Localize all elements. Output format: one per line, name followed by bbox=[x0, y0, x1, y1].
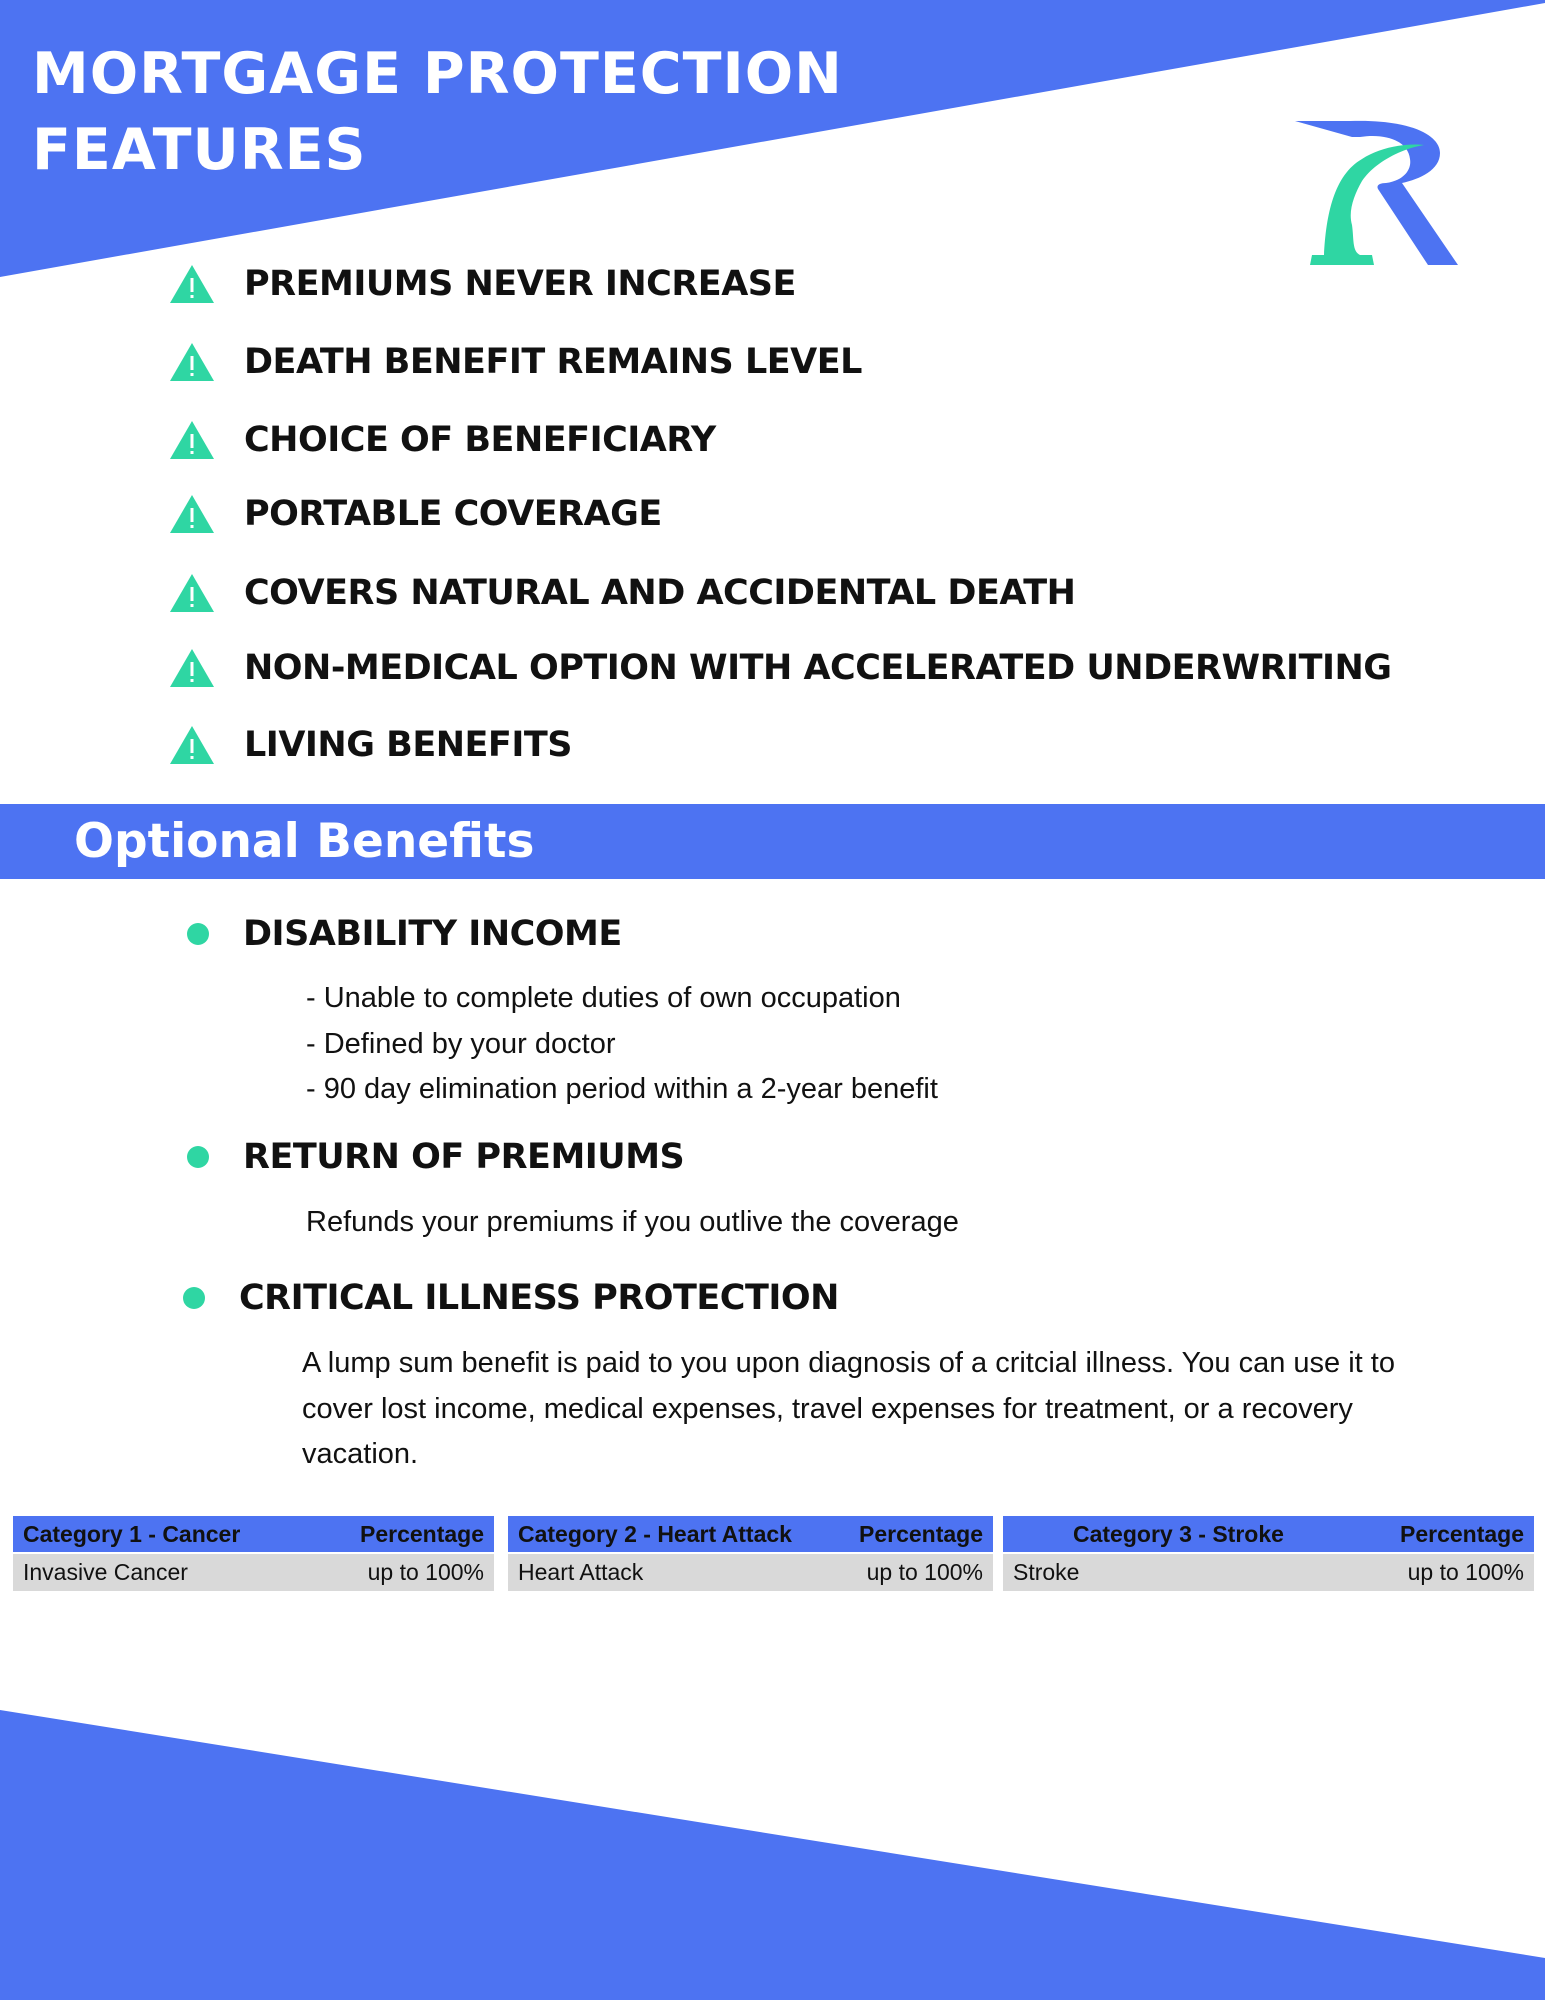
disability-point: - Unable to complete duties of own occupation bbox=[306, 982, 901, 1014]
r-monogram-logo bbox=[1290, 115, 1465, 275]
category-table-heart-attack bbox=[508, 1516, 993, 1593]
footer-banner-shape bbox=[0, 1710, 1545, 2000]
feature-label: NON-MEDICAL OPTION WITH ACCELERATED UNDERWRITING bbox=[244, 648, 1392, 688]
warning-triangle-icon bbox=[170, 574, 214, 612]
page-title bbox=[32, 36, 843, 188]
table-cell-item: Heart Attack bbox=[518, 1559, 644, 1585]
feature-item bbox=[170, 725, 572, 765]
table-cell-value: up to 100% bbox=[1407, 1559, 1524, 1585]
feature-item bbox=[170, 420, 716, 460]
feature-item bbox=[170, 648, 1392, 688]
warning-triangle-icon bbox=[170, 343, 214, 381]
table-cell-item: Stroke bbox=[1013, 1559, 1080, 1585]
benefit-disability-income bbox=[187, 914, 622, 954]
critical-illness-description bbox=[302, 1341, 1395, 1478]
feature-label: LIVING BENEFITS bbox=[244, 725, 572, 765]
return-text: Refunds your premiums if you outlive the coverage bbox=[306, 1206, 959, 1238]
disability-point: - Defined by your doctor bbox=[306, 1027, 616, 1060]
warning-triangle-icon bbox=[170, 649, 214, 687]
critical-line: A lump sum benefit is paid to you upon diagnosis of a critcial illness. You can use it to bbox=[302, 1347, 1395, 1379]
percentage-header: Percentage bbox=[858, 1520, 983, 1547]
warning-triangle-icon bbox=[170, 265, 214, 303]
feature-label: COVERS NATURAL AND ACCIDENTAL DEATH bbox=[244, 573, 1076, 613]
warning-triangle-icon bbox=[170, 421, 214, 459]
optional-benefits-title: Optional Benefits bbox=[74, 814, 535, 869]
table-header bbox=[508, 1516, 993, 1552]
table-row bbox=[508, 1554, 993, 1591]
disability-points bbox=[306, 976, 938, 1113]
bullet-dot-icon bbox=[187, 1146, 209, 1168]
feature-item bbox=[170, 494, 662, 534]
warning-triangle-icon bbox=[170, 726, 214, 764]
critical-line: vacation. bbox=[302, 1438, 419, 1470]
page-title-line-2: FEATURES bbox=[32, 117, 367, 183]
feature-label: PORTABLE COVERAGE bbox=[244, 494, 662, 534]
table-cell-value: up to 100% bbox=[866, 1559, 983, 1585]
table-row bbox=[13, 1554, 494, 1591]
table-header bbox=[13, 1516, 494, 1552]
benefit-label: DISABILITY INCOME bbox=[243, 914, 622, 954]
feature-label: PREMIUMS NEVER INCREASE bbox=[244, 264, 796, 304]
feature-label: DEATH BENEFIT REMAINS LEVEL bbox=[244, 342, 862, 382]
benefit-critical-illness bbox=[183, 1278, 839, 1318]
feature-item bbox=[170, 264, 796, 304]
percentage-header: Percentage bbox=[1399, 1520, 1524, 1547]
feature-item bbox=[170, 342, 862, 382]
bullet-dot-icon bbox=[187, 923, 209, 945]
feature-label: CHOICE OF BENEFICIARY bbox=[244, 420, 716, 460]
logo-blue-stroke bbox=[1295, 121, 1458, 265]
return-description bbox=[306, 1200, 959, 1246]
benefit-return-of-premiums bbox=[187, 1137, 684, 1177]
benefit-label: RETURN OF PREMIUMS bbox=[243, 1137, 685, 1177]
table-cell-item: Invasive Cancer bbox=[23, 1559, 188, 1585]
percentage-header: Percentage bbox=[359, 1520, 484, 1547]
category-header: Category 3 - Stroke bbox=[1073, 1520, 1284, 1547]
bullet-dot-icon bbox=[183, 1287, 205, 1309]
optional-benefits-band bbox=[0, 804, 1545, 879]
critical-line: cover lost income, medical expenses, travel expenses for treatment, or a recovery bbox=[302, 1392, 1353, 1425]
table-cell-value: up to 100% bbox=[367, 1559, 484, 1585]
category-header: Category 2 - Heart Attack bbox=[518, 1520, 792, 1547]
disability-point: - 90 day elimination period within a 2-year benefit bbox=[306, 1073, 938, 1105]
feature-item bbox=[170, 573, 1075, 613]
category-table-stroke bbox=[1003, 1516, 1534, 1593]
table-row bbox=[1003, 1554, 1534, 1591]
category-table-cancer bbox=[13, 1516, 494, 1593]
warning-triangle-icon bbox=[170, 495, 214, 533]
table-header bbox=[1003, 1516, 1534, 1552]
category-header: Category 1 - Cancer bbox=[23, 1520, 241, 1547]
benefit-label: CRITICAL ILLNESS PROTECTION bbox=[239, 1278, 839, 1318]
page-title-line-1: MORTGAGE PROTECTION bbox=[32, 41, 843, 107]
